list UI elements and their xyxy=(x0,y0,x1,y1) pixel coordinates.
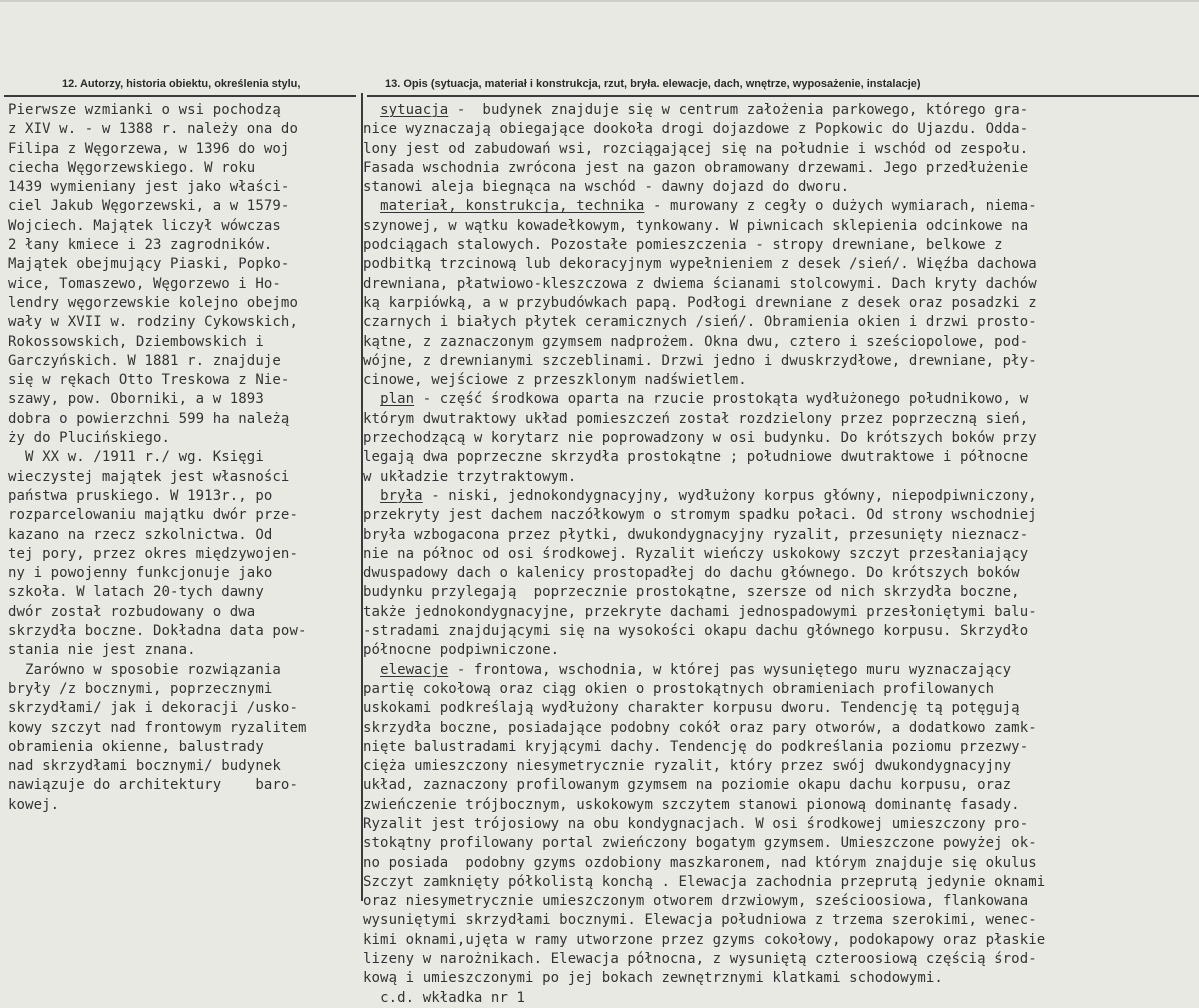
history-text-line: skrzydła boczne. Dokładna data pow- xyxy=(8,623,307,640)
line-text: lony jest od zabudowań wsi, rozciągającej się na południe i wschód od zespołu. xyxy=(363,140,1029,157)
line-text: ką karpiówką, a w przybudówkach papą. Podłogi drewniane z desek oraz posadzki z xyxy=(363,294,1037,311)
line-text: -stradami znajdującymi się na wysokości okapu dachu głównego korpusu. Skrzydło xyxy=(363,623,1029,640)
description-text-line xyxy=(363,197,1045,216)
history-text-line: 1439 wymieniany jest jako właści- xyxy=(8,179,290,196)
top-edge xyxy=(0,0,1199,2)
description-text-line xyxy=(363,738,1045,757)
section-label: elewacje xyxy=(380,661,449,678)
description-text-line xyxy=(363,217,1045,236)
line-text: czarnych i białych płytek ceramicznych /sień/. Obramienia okien i drzwi prosto- xyxy=(363,314,1037,331)
description-text-line xyxy=(363,622,1045,641)
history-text-line: 2 łany kmiece i 23 zagrodników. xyxy=(8,237,273,254)
description-text-line xyxy=(363,487,1045,506)
history-text-line: Wojciech. Majątek liczył wówczas xyxy=(8,217,281,234)
description-text-line xyxy=(363,448,1045,467)
indent xyxy=(363,198,380,214)
line-text: - murowany z cegły o dużych wymiarach, niema- xyxy=(644,198,1037,215)
line-text: w układzie trzytraktowym. xyxy=(363,468,577,485)
history-text-line: rozparcelowaniu majątku dwór prze- xyxy=(8,507,298,524)
line-text: Ryzalit jest trójosiowy na obu kondygnacjach. W osi środkowej umieszczony pro- xyxy=(363,815,1029,832)
history-text-line: Majątek obejmujący Piaski, Popko- xyxy=(8,256,290,273)
line-text: lizeny w narożnikach. Elewacja północna, z wysuniętą czteroosiową częścią środ- xyxy=(363,951,1037,968)
line-text: - część środkowa oparta na rzucie prostokąta wydłużonego południkowo, w xyxy=(414,391,1029,408)
line-text: podbitką trzcinową lub dekoracyjnym wypełnieniem z desek /sień/. Więźba dachowa xyxy=(363,256,1037,273)
line-text: układ, zaznaczony profilowanym gzymsem na poziomie okapu dachu korpusu, oraz xyxy=(363,777,1012,794)
line-text: skrzydła boczne, posiadające podobny cokół oraz pary otworów, a dodatkowo zamk- xyxy=(363,719,1037,736)
line-text: kową i umieszczonymi po jej bokach zewnętrznymi klatkami schodowymi. xyxy=(363,970,943,987)
line-text: kimi oknami,ujęta w ramy utworzone przez gzyms cokołowy, podokapowy oraz płaskie xyxy=(363,931,1046,948)
description-text-line xyxy=(363,776,1045,795)
history-text-line: szkoła. W latach 20-tych dawny xyxy=(8,584,264,601)
description-text-line xyxy=(363,140,1045,159)
line-text: północne podpiwniczone. xyxy=(363,642,560,659)
section-12-heading: 12. Autorzy, historia obiektu, określenia stylu, xyxy=(62,78,301,90)
history-text-line: Zarówno w sposobie rozwiązania xyxy=(8,661,281,678)
history-text-line: ciecha Węgorzewskiego. W roku xyxy=(8,159,256,176)
line-text: nie na północ od osi środkowej. Ryzalit wieńczy uskokowy szczyt przesłaniający xyxy=(363,545,1029,562)
line-text: uskokami podkreślają wydłużony charakter korpusu dworu. Tendencję tą potęgują xyxy=(363,700,1020,717)
description-text-line xyxy=(363,854,1045,873)
line-text: którym dwutraktowy układ pomieszczeń został rozdzielony przez poprzeczną sień, xyxy=(363,410,1029,427)
description-text-line xyxy=(363,873,1045,892)
left-header-rule xyxy=(4,95,356,97)
description-text-line xyxy=(363,390,1045,409)
description-text-line xyxy=(363,236,1045,255)
section-label: sytuacja xyxy=(380,102,449,118)
line-text: c.d. wkładka nr 1 xyxy=(380,989,526,1006)
description-text-line xyxy=(363,699,1045,718)
history-text-line: dwór został rozbudowany o dwa xyxy=(8,603,256,620)
section-label: bryła xyxy=(380,487,423,504)
line-text: przekryty jest dachem naczółkowym o stromym spadku połaci. Od strony wschodniej xyxy=(363,507,1037,524)
history-text-line: W XX w. /1911 r./ wg. Księgi xyxy=(8,449,264,466)
description-text-line xyxy=(363,603,1045,622)
description-text-line xyxy=(363,719,1045,738)
description-text-line xyxy=(363,313,1045,332)
description-text-line xyxy=(363,815,1045,834)
description-text-line xyxy=(363,294,1045,313)
history-text-line: wieczystej majątek jest własności xyxy=(8,468,290,485)
description-text-line xyxy=(363,911,1045,930)
line-text: podciągach stalowych. Pozostałe pomieszczenia - stropy drewniane, belkowe z xyxy=(363,237,1003,254)
description-text-line xyxy=(363,931,1045,950)
history-text-line: wice, Tomaszewo, Węgorzewo i Ho- xyxy=(8,275,281,292)
history-text-line: szawy, pow. Oborniki, a w 1893 xyxy=(8,391,264,408)
history-text-line: ny i powojenny funkcjonuje jako xyxy=(8,565,273,582)
description-text-line xyxy=(363,178,1045,197)
description-text-line xyxy=(363,255,1045,274)
description-text-line xyxy=(363,583,1045,602)
section-13-heading: 13. Opis (sytuacja, materiał i konstrukcja, rzut, bryła. elewacje, dach, wnętrze, wyposażenie, instalacje) xyxy=(385,78,921,90)
line-text: bryła wzbogacona przez płytki, dwukondygnacyjny ryzalit, przesunięty nieznacz- xyxy=(363,526,1029,543)
description-text-line xyxy=(363,950,1045,969)
history-text-line: tej pory, przez okres międzywojen- xyxy=(8,545,298,562)
history-text-line: nawiązuje do architektury baro- xyxy=(8,777,298,794)
indent xyxy=(363,990,380,1006)
history-text-line: nad skrzydłami bocznymi/ budynek xyxy=(8,758,281,775)
line-text: oraz niesymetrycznie umieszczonym otworem drzwiowym, sześcioosiowa, flankowana xyxy=(363,893,1029,910)
description-text-line xyxy=(363,352,1045,371)
description-text-line xyxy=(363,159,1045,178)
line-text: przechodzącą w korytarz nie poprowadzony w osi budynku. Do krótszych boków przy xyxy=(363,430,1037,447)
description-text-line xyxy=(363,757,1045,776)
description-text-line xyxy=(363,333,1045,352)
line-text: wójne, z drewnianymi szczeblinami. Drzwi jedno i dwuskrzydłowe, drewniane, pły- xyxy=(363,352,1037,369)
history-text-column xyxy=(8,101,307,815)
history-text-line: się w rękach Otto Treskowa z Nie- xyxy=(8,372,290,389)
line-text: nice wyznaczają obiegające dookoła drogi dojazdowe z Popkowic do Ujazdu. Odda- xyxy=(363,121,1029,138)
line-text: zwieńczenie trójbocznym, uskokowym szczytem stanowi pionową dominantę fasady. xyxy=(363,796,1020,813)
line-text: drewniana, płatwiowo-kleszczowa z dwiema ścianami stolcowymi. Dach kryty dachów xyxy=(363,275,1037,292)
description-text-line xyxy=(363,641,1045,660)
description-text-line xyxy=(363,410,1045,429)
line-text: - frontowa, wschodnia, w której pas wysuniętego muru wyznaczający xyxy=(448,661,1012,678)
description-text-line xyxy=(363,680,1045,699)
history-text-line: Garczyńskich. W 1881 r. znajduje xyxy=(8,352,281,369)
description-text-line xyxy=(363,834,1045,853)
line-text: partię cokołową oraz ciąg okien o prostokątnych obramieniach profilowanych xyxy=(363,680,995,697)
line-text: no posiada podobny gzyms ozdobiony maszkaronem, nad którym znajduje się okulus xyxy=(363,854,1037,871)
description-text-line xyxy=(363,564,1045,583)
description-text-line xyxy=(363,506,1045,525)
line-text: - niski, jednokondygnacyjny, wydłużony korpus główny, niepodpiwniczony, xyxy=(422,487,1037,504)
description-text-line xyxy=(363,661,1045,680)
line-text: legają dwa poprzeczne skrzydła prostokątne ; południowe dwutraktowe i północne xyxy=(363,449,1029,466)
indent xyxy=(363,391,380,407)
description-text-line xyxy=(363,275,1045,294)
indent xyxy=(363,662,380,678)
line-text: kątne, z zaznaczonym gzymsem nadprożem. Okna dwu, cztero i sześciopolowe, pod- xyxy=(363,333,1029,350)
description-text-line xyxy=(363,892,1045,911)
history-text-line: lendry węgorzewskie kolejno obejmo xyxy=(8,294,298,311)
history-text-line: z XIV w. - w 1388 r. należy ona do xyxy=(8,121,298,138)
history-text-line: Filipa z Węgorzewa, w 1396 do woj xyxy=(8,140,290,157)
line-text: dwuspadowy dach o kalenicy prostopadłej do dachu głównego. Do krótszych boków xyxy=(363,565,1020,582)
line-text: wysuniętymi skrzydłami bocznymi. Elewacja południowa z trzema szerokimi, wenec- xyxy=(363,912,1037,929)
description-text-line xyxy=(363,101,1045,120)
history-text-line: obramienia okienne, balustrady xyxy=(8,738,264,755)
history-text-line: bryły /z bocznymi, poprzecznymi xyxy=(8,680,273,697)
line-text: stanowi aleja biegnąca na wschód - dawny dojazd do dworu. xyxy=(363,179,850,196)
history-text-line: Rokossowskich, Dziembowskich i xyxy=(8,333,264,350)
indent xyxy=(363,102,380,118)
history-text-line: skrzydłami/ jak i dekoracji /usko- xyxy=(8,700,298,717)
line-text: - budynek znajduje się w centrum założenia parkowego, którego gra- xyxy=(448,102,1029,118)
description-text-line xyxy=(363,468,1045,487)
line-text: stokątny profilowany portal zwieńczony bogatym gzymsem. Umieszczone powyżej ok- xyxy=(363,835,1037,852)
line-text: budynku przylegają poprzecznie prostokątne, szersze od nich skrzydła boczne, xyxy=(363,584,1020,601)
history-text-line: kowy szczyt nad frontowym ryzalitem xyxy=(8,719,307,736)
description-text-line xyxy=(363,120,1045,139)
history-text-line: kowej. xyxy=(8,796,60,813)
line-text: szynowej, w wątku kowadełkowym, tynkowany. W piwnicach sklepienia odcinkowe na xyxy=(363,217,1029,234)
line-text: Fasada wschodnia zwrócona jest na gazon obramowany drzewami. Jego przedłużenie xyxy=(363,159,1029,176)
history-text-line: stania nie jest znana. xyxy=(8,642,196,659)
description-text-line xyxy=(363,545,1045,564)
line-text: cinowe, wejściowe z przeszklonym nadświetlem. xyxy=(363,372,747,389)
description-text-column xyxy=(363,101,1045,1008)
section-label: plan xyxy=(380,391,415,408)
description-text-line xyxy=(363,969,1045,988)
history-text-line: ży do Plucińskiego. xyxy=(8,430,171,447)
line-text: cięża umieszczony niesymetrycznie ryzalit, który przez swój dwukondygnacyjny xyxy=(363,758,1012,775)
history-text-line: państwa pruskiego. W 1913r., po xyxy=(8,487,273,504)
description-text-line xyxy=(363,371,1045,390)
description-text-line xyxy=(363,526,1045,545)
right-header-rule xyxy=(367,95,1199,97)
line-text: Szczyt zamknięty półkolistą konchą . Elewacja zachodnia przeprutą jedynie oknami xyxy=(363,873,1046,890)
indent xyxy=(363,488,380,504)
description-text-line xyxy=(363,429,1045,448)
line-text: nięte balustradami kryjącymi dachy. Tendencję do podkreślania poziomu przezwy- xyxy=(363,738,1029,755)
history-text-line: wały w XVII w. rodziny Cykowskich, xyxy=(8,314,298,331)
history-text-line: ciel Jakub Węgorzewski, a w 1579- xyxy=(8,198,290,215)
description-text-line xyxy=(363,989,1045,1008)
history-text-line: Pierwsze wzmianki o wsi pochodzą xyxy=(8,102,281,118)
line-text: także jednokondygnacyjne, przekryte dachami jednospadowymi przesłoniętymi balu- xyxy=(363,603,1037,620)
history-text-line: dobra o powierzchni 599 ha należą xyxy=(8,410,290,427)
description-text-line xyxy=(363,796,1045,815)
history-text-line: kazano na rzecz szkolnictwa. Od xyxy=(8,526,273,543)
section-label: materiał, konstrukcja, technika xyxy=(380,198,645,215)
